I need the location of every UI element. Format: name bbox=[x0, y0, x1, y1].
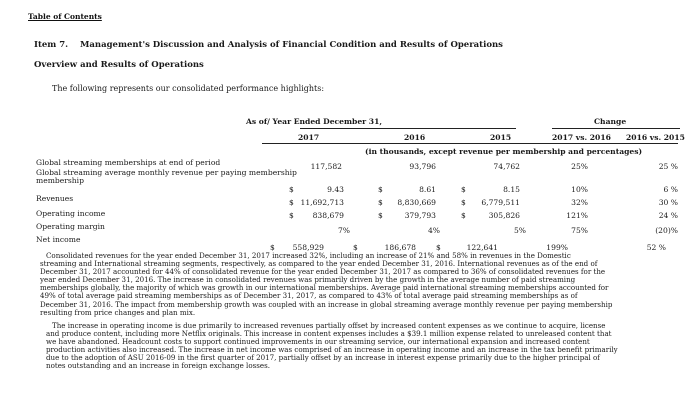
revenues-2017: 11,692,713 bbox=[300, 198, 344, 207]
memberships-change-2: 25 % bbox=[658, 162, 678, 171]
row-label-operating-income: Operating income bbox=[36, 209, 106, 218]
paragraph-line: memberships globally, the majority of which was growth in our international memberships. Average paid international streaming memberships accounted for bbox=[40, 283, 609, 293]
header-rule bbox=[300, 128, 516, 129]
item-title: Management's Discussion and Analysis of Financial Condition and Results of Operations bbox=[80, 40, 503, 50]
opinc-2016: 379,793 bbox=[404, 211, 436, 220]
paragraph-line: 49% of total average paid streaming memberships as of December 31, 2017, as compared to 43% of total average paid streaming memberships as of bbox=[40, 291, 578, 301]
row-label-arpu-line2: membership bbox=[36, 176, 84, 185]
memberships-2017: 117,582 bbox=[310, 162, 342, 171]
period-header: As of/ Year Ended December 31, bbox=[246, 117, 383, 126]
opmargin-2015: 5% bbox=[513, 226, 526, 235]
change-header-rule bbox=[552, 128, 680, 129]
memberships-2015: 74,762 bbox=[493, 162, 520, 171]
table-of-contents-link[interactable]: Table of Contents bbox=[28, 12, 102, 21]
opinc-2015: 305,826 bbox=[488, 211, 520, 220]
intro-text: The following represents our consolidated performance highlights: bbox=[52, 84, 325, 93]
opmargin-2017: 7% bbox=[337, 226, 350, 235]
revenues-dollar-2017: $ bbox=[289, 198, 294, 207]
netinc-change-1: 199% bbox=[546, 243, 568, 252]
row-label-arpu: Global streaming average monthly revenue per paying membership bbox=[36, 168, 297, 177]
revenues-2015: 6,779,511 bbox=[481, 198, 520, 207]
opmargin-change-2: (20)% bbox=[655, 226, 678, 235]
unit-note: (in thousands, except revenue per membership and percentages) bbox=[365, 147, 643, 156]
year-2015: 2015 bbox=[490, 133, 512, 142]
arpu-dollar-2015: $ bbox=[461, 185, 466, 194]
arpu-dollar-2017: $ bbox=[289, 185, 294, 194]
item-number: Item 7. bbox=[34, 40, 69, 50]
operating-income-paragraph bbox=[46, 322, 618, 371]
paragraph-line: due to the adoption of ASU 2016-09 in the first quarter of 2017, partially offset by an increase in interest expense primarily due to the higher principal of bbox=[46, 353, 600, 363]
netinc-2015: 122,641 bbox=[466, 243, 498, 252]
revenues-change-2: 30 % bbox=[658, 198, 678, 207]
opmargin-2016: 4% bbox=[427, 226, 440, 235]
row-label-memberships: Global streaming memberships at end of period bbox=[36, 158, 221, 167]
netinc-2017: 558,929 bbox=[292, 243, 324, 252]
memberships-2016: 93,796 bbox=[409, 162, 436, 171]
arpu-2017: 9.43 bbox=[327, 185, 344, 194]
year-rule bbox=[262, 143, 678, 144]
netinc-change-2: 52 % bbox=[646, 243, 666, 252]
netinc-dollar-2016: $ bbox=[353, 243, 358, 252]
paragraph-line: resulting from price changes and plan mix. bbox=[40, 307, 196, 317]
paragraph-line: year ended December 31, 2016. The increase in consolidated revenues was primarily driven by the growth in the average number of paid streaming bbox=[40, 275, 576, 285]
opmargin-change-1: 75% bbox=[571, 226, 588, 235]
paragraph-line: streaming and International streaming segments, respectively, as compared to the year ended December 31, 2016. International revenues as of the end of bbox=[40, 259, 598, 269]
section-title: Overview and Results of Operations bbox=[34, 60, 204, 70]
arpu-change-1: 10% bbox=[571, 185, 588, 194]
paragraph-line: December 31, 2016. The impact from membership growth was coupled with an increase in global streaming average monthly revenue per paying membership bbox=[40, 299, 613, 309]
arpu-2015: 8.15 bbox=[503, 185, 520, 194]
year-2017: 2017 bbox=[298, 133, 320, 142]
arpu-2016: 8.61 bbox=[419, 185, 436, 194]
arpu-change-2: 6 % bbox=[663, 185, 678, 194]
row-label-net-income: Net income bbox=[36, 235, 81, 244]
netinc-2016: 186,678 bbox=[384, 243, 416, 252]
opinc-2017: 838,679 bbox=[312, 211, 344, 220]
memberships-change-1: 25% bbox=[571, 162, 588, 171]
year-2016: 2016 bbox=[404, 133, 426, 142]
row-label-operating-margin: Operating margin bbox=[36, 222, 105, 231]
netinc-dollar-2017: $ bbox=[270, 243, 275, 252]
revenues-2016: 8,830,669 bbox=[397, 198, 436, 207]
paragraph-line: notes outstanding and an increase in foreign exchange losses. bbox=[46, 361, 270, 371]
row-label-revenues: Revenues bbox=[36, 194, 74, 203]
opinc-change-2: 24 % bbox=[658, 211, 678, 220]
opinc-dollar-2016: $ bbox=[378, 211, 383, 220]
paragraph-line: we have abandoned. Headcount costs to support continued improvements in our streaming service, our international expansion and increased content bbox=[46, 337, 590, 347]
paragraph-line: Consolidated revenues for the year ended December 31, 2017 increased 32%, including an increase of 21% and 58% in revenues in the Domestic bbox=[46, 251, 571, 260]
change-col-2016-vs-2015: 2016 vs. 2015 bbox=[626, 133, 685, 142]
paragraph-line: and produce content, including more Netflix originals. This increase in content expenses includes a $39.1 million expense related to unreleased content that bbox=[46, 329, 612, 339]
arpu-dollar-2016: $ bbox=[378, 185, 383, 194]
netinc-dollar-2015: $ bbox=[436, 243, 441, 252]
opinc-change-1: 121% bbox=[566, 211, 588, 220]
change-header: Change bbox=[594, 117, 627, 126]
opinc-dollar-2015: $ bbox=[461, 211, 466, 220]
revenues-change-1: 32% bbox=[571, 198, 588, 207]
revenues-dollar-2016: $ bbox=[378, 198, 383, 207]
paragraph-line: December 31, 2017 accounted for 44% of consolidated revenue for the year ended December 31, 2017 as compared to 36% of consolidated revenues for the bbox=[40, 267, 606, 277]
paragraph-line: The increase in operating income is due primarily to increased revenues partially offset by increased content expenses as we continue to acquire, license bbox=[52, 321, 606, 330]
paragraph-line: production activities also increased. The increase in net income was comprised of an increase in operating income and an increase in the tax benefit primarily bbox=[46, 345, 618, 355]
change-col-2017-vs-2016: 2017 vs. 2016 bbox=[552, 133, 611, 142]
revenue-paragraph bbox=[40, 252, 612, 317]
revenues-dollar-2015: $ bbox=[461, 198, 466, 207]
opinc-dollar-2017: $ bbox=[289, 211, 294, 220]
